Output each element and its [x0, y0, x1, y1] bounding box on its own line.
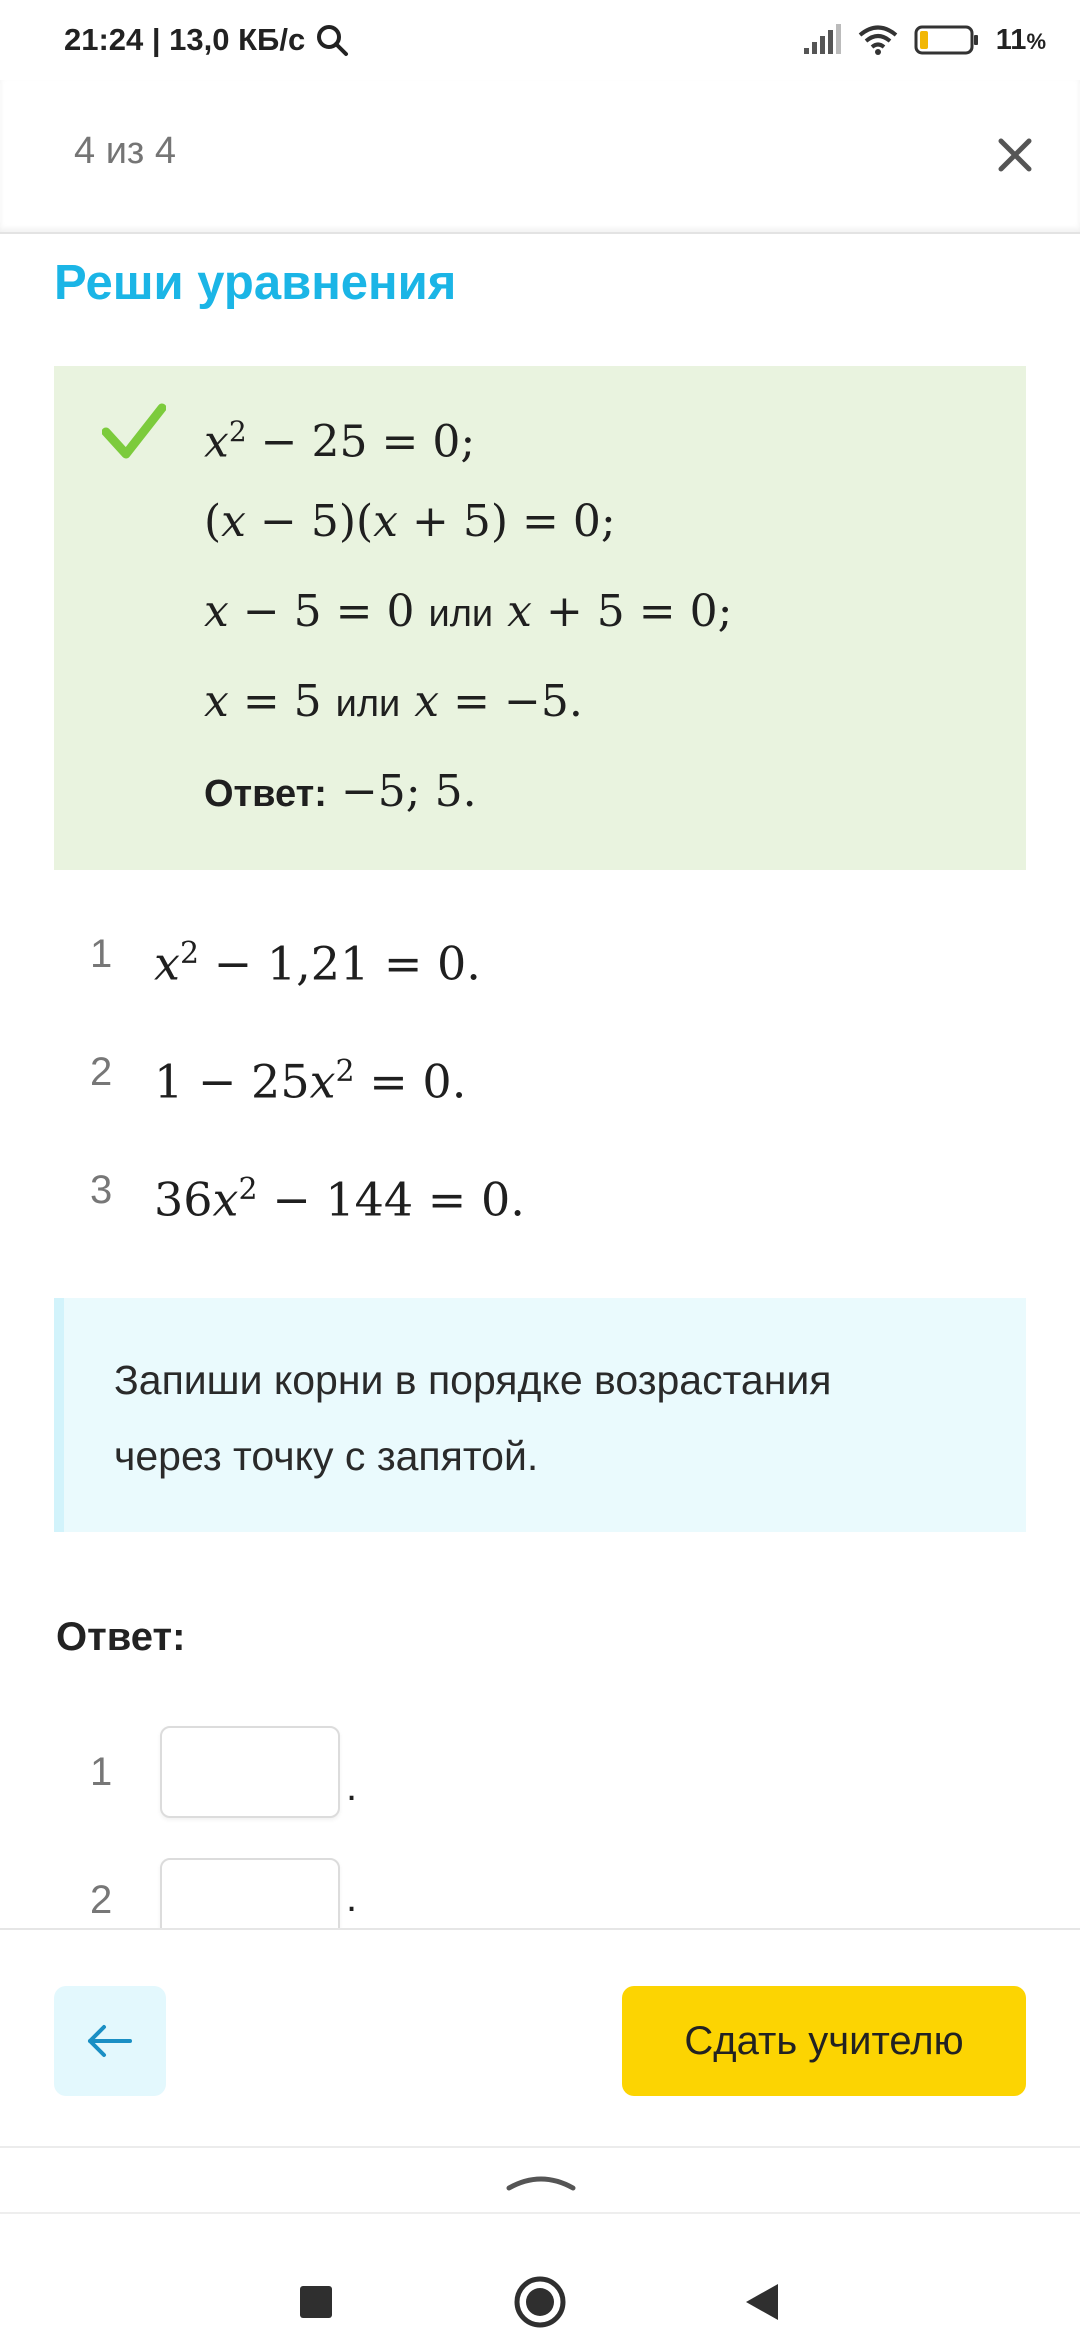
or-word: или	[428, 593, 494, 635]
hint-line-1: Запиши корни в порядке возрастания	[114, 1357, 832, 1403]
recents-button[interactable]	[286, 2272, 346, 2332]
wifi-icon	[858, 24, 898, 56]
chevron-up-icon[interactable]	[505, 2168, 577, 2194]
example-line-1: $x^2 - 25 = 0$;	[204, 415, 476, 468]
task-header	[0, 80, 1080, 234]
triangle-back-icon	[742, 2282, 782, 2322]
status-time-speed: 21:24 | 13,0 КБ/с	[64, 22, 306, 57]
example-line-4: x = 5 или x = −5.	[204, 676, 583, 727]
example-answer	[204, 766, 732, 856]
circle-icon	[512, 2274, 568, 2330]
example-lines	[204, 406, 732, 856]
answer-number: 1	[90, 1749, 113, 1794]
status-bar	[0, 0, 1080, 80]
task-equation: $36x^2 - 144 = 0$.	[154, 1172, 525, 1227]
task-equation: $x^2 - 1,21 = 0$.	[154, 936, 481, 991]
home-button[interactable]	[510, 2272, 570, 2332]
task-item	[54, 920, 1026, 1038]
example-solution	[54, 366, 1026, 870]
check-icon	[102, 402, 166, 460]
example-answer-label: Ответ:	[204, 773, 327, 815]
square-icon	[299, 2285, 333, 2319]
action-bar	[0, 1928, 1080, 2146]
task-number: 3	[90, 1168, 113, 1212]
status-right	[802, 24, 1046, 57]
task-counter: 4 из 4	[74, 130, 177, 172]
status-left	[64, 22, 349, 58]
answer-input-2[interactable]	[160, 1858, 340, 1928]
task-equation: $1 - 25x^2 = 0$.	[154, 1054, 467, 1109]
task-list	[54, 920, 1026, 1274]
close-button[interactable]	[990, 130, 1040, 180]
answer-row	[54, 1858, 654, 1928]
example-line-3: x − 5 = 0 или x + 5 = 0;	[204, 586, 733, 637]
answer-number: 2	[90, 1878, 113, 1922]
hint-line-2: через точку с запятой.	[114, 1433, 539, 1479]
arrow-left-icon	[86, 2024, 134, 2058]
hint-box	[54, 1298, 1026, 1532]
task-item	[54, 1156, 1026, 1274]
search-icon	[315, 23, 349, 57]
answer-suffix: .	[346, 1876, 358, 1920]
answer-suffix: .	[346, 1764, 358, 1809]
submit-to-teacher-button[interactable]: Сдать учителю	[622, 1986, 1026, 2096]
battery-percent: 11%	[995, 23, 1046, 56]
back-nav-button[interactable]	[732, 2272, 792, 2332]
task-item	[54, 1038, 1026, 1156]
or-word: или	[335, 683, 401, 725]
back-button[interactable]	[54, 1986, 166, 2096]
task-number: 2	[90, 1050, 113, 1094]
example-answer-value: −5; 5.	[340, 766, 477, 817]
system-navigation	[0, 2146, 1080, 2340]
answer-row	[54, 1722, 654, 1822]
answer-label: Ответ:	[56, 1615, 186, 1659]
answer-input-1[interactable]	[160, 1726, 340, 1818]
signal-icon	[802, 24, 842, 56]
battery-icon	[914, 24, 980, 56]
nav-divider	[0, 2212, 1080, 2214]
example-line-2: (x − 5)(x + 5) = 0;	[204, 496, 616, 547]
page-title: Реши уравнения	[54, 256, 457, 310]
task-number: 1	[90, 932, 113, 976]
close-icon	[997, 137, 1033, 173]
